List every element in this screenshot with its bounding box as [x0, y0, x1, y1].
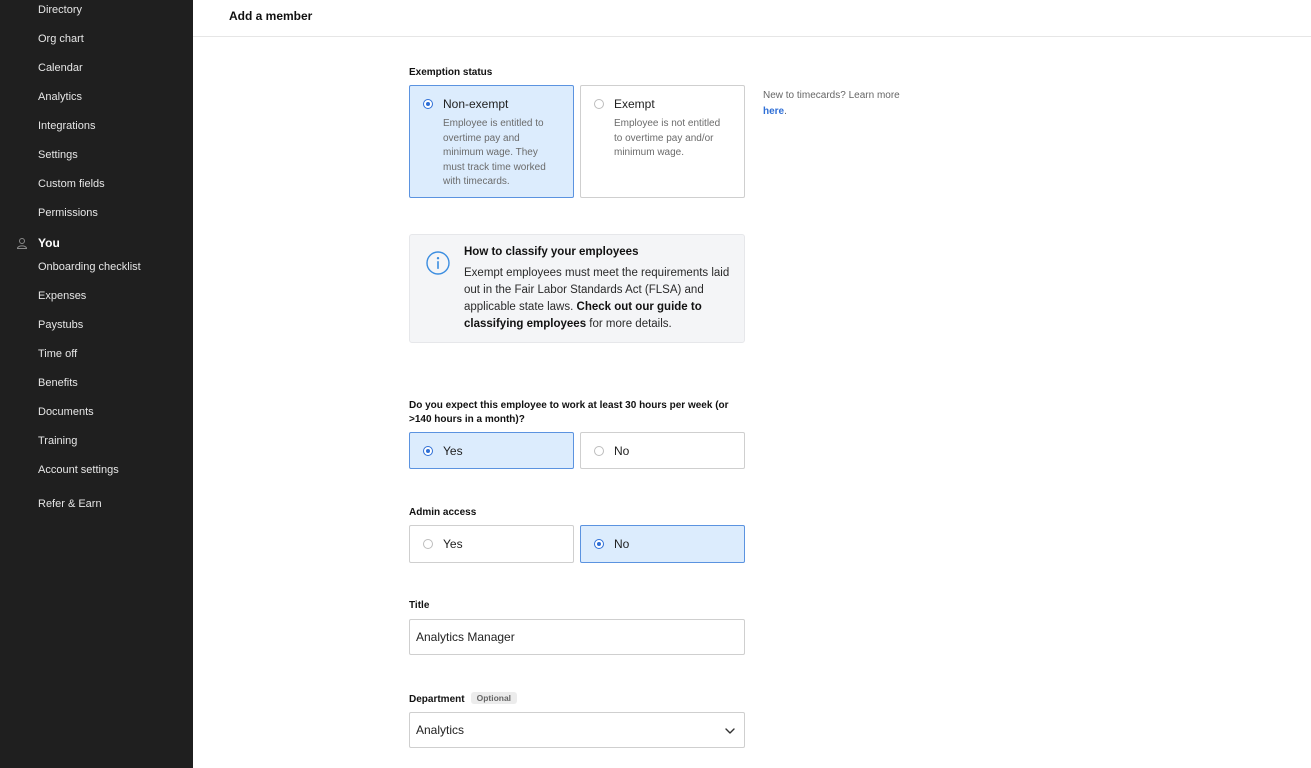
hours-yes-option[interactable]: [409, 432, 574, 469]
department-label: [409, 692, 517, 705]
option-description: [614, 117, 742, 161]
info-icon: [426, 251, 450, 275]
title-input-value: Analytics Manager: [416, 630, 515, 644]
sidebar-item-onboarding-checklist[interactable]: Onboarding checklist: [38, 261, 141, 273]
sidebar-item-directory[interactable]: Directory: [38, 4, 83, 16]
sidebar-item-calendar[interactable]: Calendar: [38, 62, 83, 74]
sidebar-item-paystubs[interactable]: Paystubs: [38, 319, 84, 331]
sidebar-item-account-settings[interactable]: Account settings: [38, 464, 119, 476]
info-text-end: for more details.: [586, 318, 672, 330]
page-title: Add a member: [229, 9, 313, 23]
admin-access-label: Admin access: [409, 507, 477, 518]
exempt-option[interactable]: [580, 85, 745, 198]
option-label: No: [614, 444, 630, 458]
note-period: .: [784, 106, 787, 117]
desc-line: minimum wage. They: [443, 147, 538, 158]
desc-line: Employee is not entitled: [614, 118, 721, 129]
option-label: Yes: [443, 537, 463, 551]
note-text: New to timecards? Learn more: [763, 90, 900, 101]
admin-no-option[interactable]: [580, 525, 745, 563]
option-description: [443, 117, 571, 190]
option-label: No: [614, 537, 630, 551]
optional-badge: Optional: [471, 692, 517, 704]
user-icon: [16, 237, 28, 249]
page-header: [193, 0, 1311, 37]
sidebar-item-integrations[interactable]: Integrations: [38, 120, 96, 132]
hours-no-option[interactable]: [580, 432, 745, 469]
exemption-status-label: Exemption status: [409, 67, 493, 78]
sidebar-item-permissions[interactable]: Permissions: [38, 207, 98, 219]
desc-line: must track time worked: [443, 161, 546, 173]
sidebar-item-settings[interactable]: Settings: [38, 149, 78, 161]
sidebar-item-org-chart[interactable]: Org chart: [38, 33, 84, 45]
learn-more-link[interactable]: here: [763, 106, 785, 117]
title-label: Title: [409, 600, 430, 611]
sidebar-item-expenses[interactable]: Expenses: [38, 290, 87, 302]
sidebar: [0, 0, 193, 768]
info-text: [464, 265, 734, 333]
option-label: Yes: [443, 444, 463, 458]
chevron-down-icon[interactable]: [724, 725, 736, 737]
department-select[interactable]: [409, 712, 745, 748]
label-line: Do you expect this employee to work at least 30 hours per week (or: [409, 400, 729, 411]
desc-line: Employee is entitled to: [443, 118, 544, 129]
sidebar-item-custom-fields[interactable]: Custom fields: [38, 178, 105, 190]
option-title: Non-exempt: [443, 97, 509, 111]
radio-button[interactable]: [423, 539, 433, 549]
info-text-start: Exempt employees must meet the requirements laid out in the Fair Labor Standards Act (FLSA) and applicable state laws.: [464, 267, 730, 313]
admin-yes-option[interactable]: [409, 525, 574, 563]
desc-line: minimum wage.: [614, 147, 685, 158]
classification-guide-link[interactable]: Check out our guide to classifying employees: [464, 301, 702, 330]
radio-button[interactable]: [594, 539, 604, 549]
radio-button[interactable]: [594, 446, 604, 456]
sidebar-item-benefits[interactable]: Benefits: [38, 377, 78, 389]
sidebar-item-training[interactable]: Training: [38, 435, 78, 447]
department-label-text: Department: [409, 694, 465, 705]
classification-info-box: [409, 234, 745, 343]
label-line: >140 hours in a month)?: [409, 414, 525, 425]
desc-line: to overtime pay and/or: [614, 132, 714, 144]
non-exempt-option[interactable]: [409, 85, 574, 198]
sidebar-item-documents[interactable]: Documents: [38, 406, 94, 418]
sidebar-item-refer-earn[interactable]: Refer & Earn: [38, 498, 102, 510]
radio-button[interactable]: [423, 446, 433, 456]
sidebar-section-label: You: [38, 236, 60, 250]
sidebar-item-analytics[interactable]: Analytics: [38, 91, 83, 103]
department-select-value: Analytics: [416, 723, 465, 737]
timecards-note: [763, 88, 933, 120]
radio-button[interactable]: [423, 99, 433, 109]
info-title: How to classify your employees: [464, 246, 639, 258]
radio-button[interactable]: [594, 99, 604, 109]
sidebar-item-time-off[interactable]: Time off: [38, 348, 78, 360]
hours-question-label: [409, 399, 749, 427]
desc-line: with timecards.: [443, 176, 510, 187]
sidebar-section-you[interactable]: [16, 236, 60, 250]
title-input[interactable]: [409, 619, 745, 655]
desc-line: overtime pay and: [443, 132, 520, 144]
option-title: Exempt: [614, 97, 655, 111]
